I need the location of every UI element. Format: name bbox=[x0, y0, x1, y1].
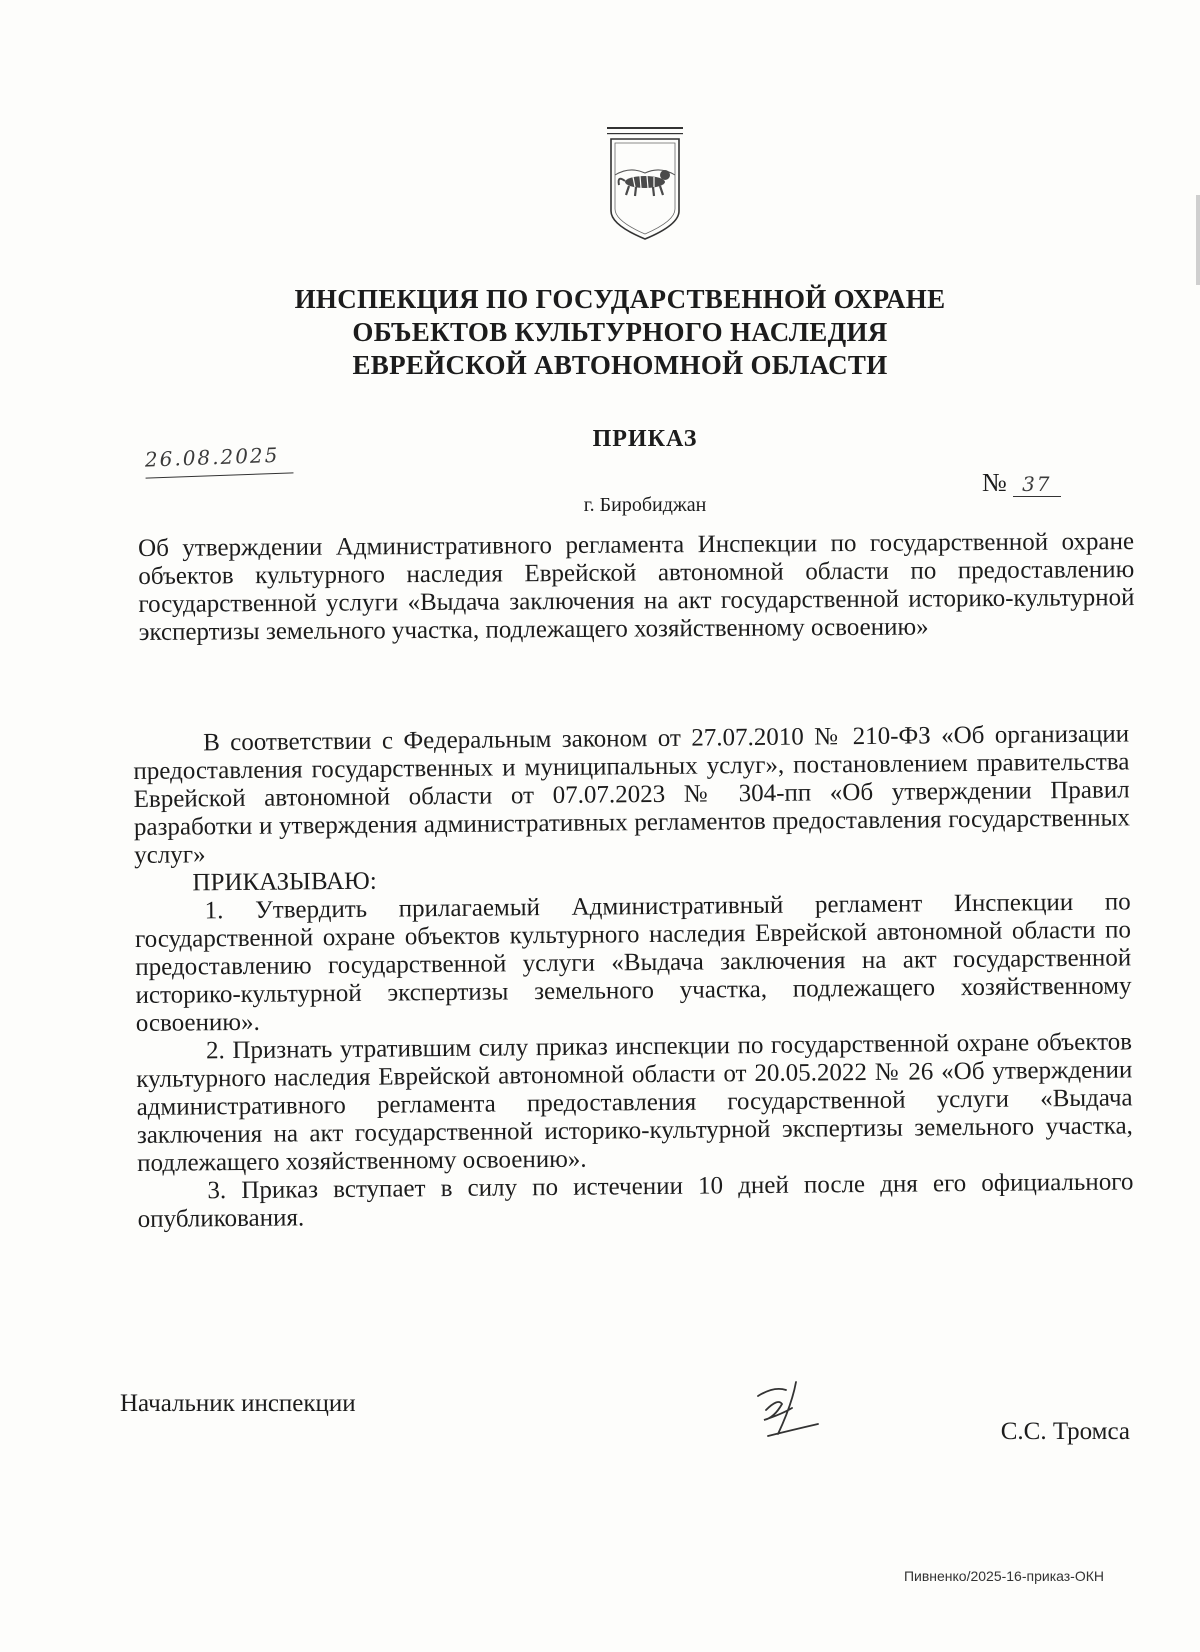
order-number bbox=[982, 468, 1061, 498]
scan-edge-artifact bbox=[1196, 195, 1200, 285]
order-item: 1. Утвердить прилагаемый Административный регламент Инспекции по государственной охране объектов культурного наследия Еврейской автономной области по предоставлению государственной услуги «Выдача заключения на акт государственной историко-культурной экспертизы земельного участка, подлежащего хозяйственному освоению». bbox=[134, 888, 1132, 1037]
order-word: ПРИКАЗЫВАЮ: bbox=[192, 867, 377, 897]
org-line: ЕВРЕЙСКОЙ АВТОНОМНОЙ ОБЛАСТИ bbox=[352, 350, 888, 380]
number-label: № bbox=[982, 468, 1007, 497]
signatory-name: С.С. Тромса bbox=[1000, 1418, 1130, 1445]
city-line: г. Биробиджан bbox=[583, 494, 707, 516]
signatory-title: Начальник инспекции bbox=[120, 1390, 356, 1417]
handwritten-number: 37 bbox=[1013, 472, 1061, 497]
date-field bbox=[145, 442, 294, 478]
organization-heading bbox=[240, 283, 1000, 382]
handwritten-date: 26.08.2025 bbox=[144, 442, 280, 472]
order-item: 2. Признать утратившим силу приказ инспекции по государственной охране объектов культурного наследия Еврейской автономной области от 20.05.2022 № 26 «Об утверждении административного регламента предоставления государственной услуги «Выдача заключения на акт государственной историко-культурной экспертизы земельного участка, подлежащего хозяйственному освоению». bbox=[136, 1028, 1133, 1177]
footer-code: Пивненко/2025-16-приказ-ОКН bbox=[903, 1568, 1104, 1584]
org-line: ИНСПЕКЦИЯ ПО ГОСУДАРСТВЕННОЙ ОХРАНЕ bbox=[294, 284, 946, 314]
preamble-paragraph: В соответствии с Федеральным законом от 27.07.2010 № 210-ФЗ «Об организации предоставления государственных и муниципальных услуг», постановлением правительства Еврейской автономной области от 07.07.2023 № 304-пп «Об утверждении Правил разработки и утверждения административных регламентов предоставления государственных услуг» bbox=[133, 720, 1131, 869]
signature-block bbox=[120, 1384, 1130, 1444]
org-line: ОБЪЕКТОВ КУЛЬТУРНОГО НАСЛЕДИЯ bbox=[352, 317, 888, 347]
document-type: ПРИКАЗ bbox=[592, 426, 698, 452]
handwritten-signature-icon bbox=[752, 1374, 822, 1442]
coat-of-arms-icon bbox=[605, 125, 685, 242]
order-subject: Об утверждении Административного регламента Инспекции по государственной охране объектов культурного наследия Еврейской автономной области по предоставлению государственной услуги «Выдача заключения на акт государственной историко-культурной экспертизы земельного участка, подлежащего хозяйственному освоению» bbox=[138, 528, 1135, 646]
order-body bbox=[133, 720, 1134, 1234]
order-item: 3. Приказ вступает в силу по истечении 10 дней после дня его официального опубликования. bbox=[137, 1168, 1134, 1233]
